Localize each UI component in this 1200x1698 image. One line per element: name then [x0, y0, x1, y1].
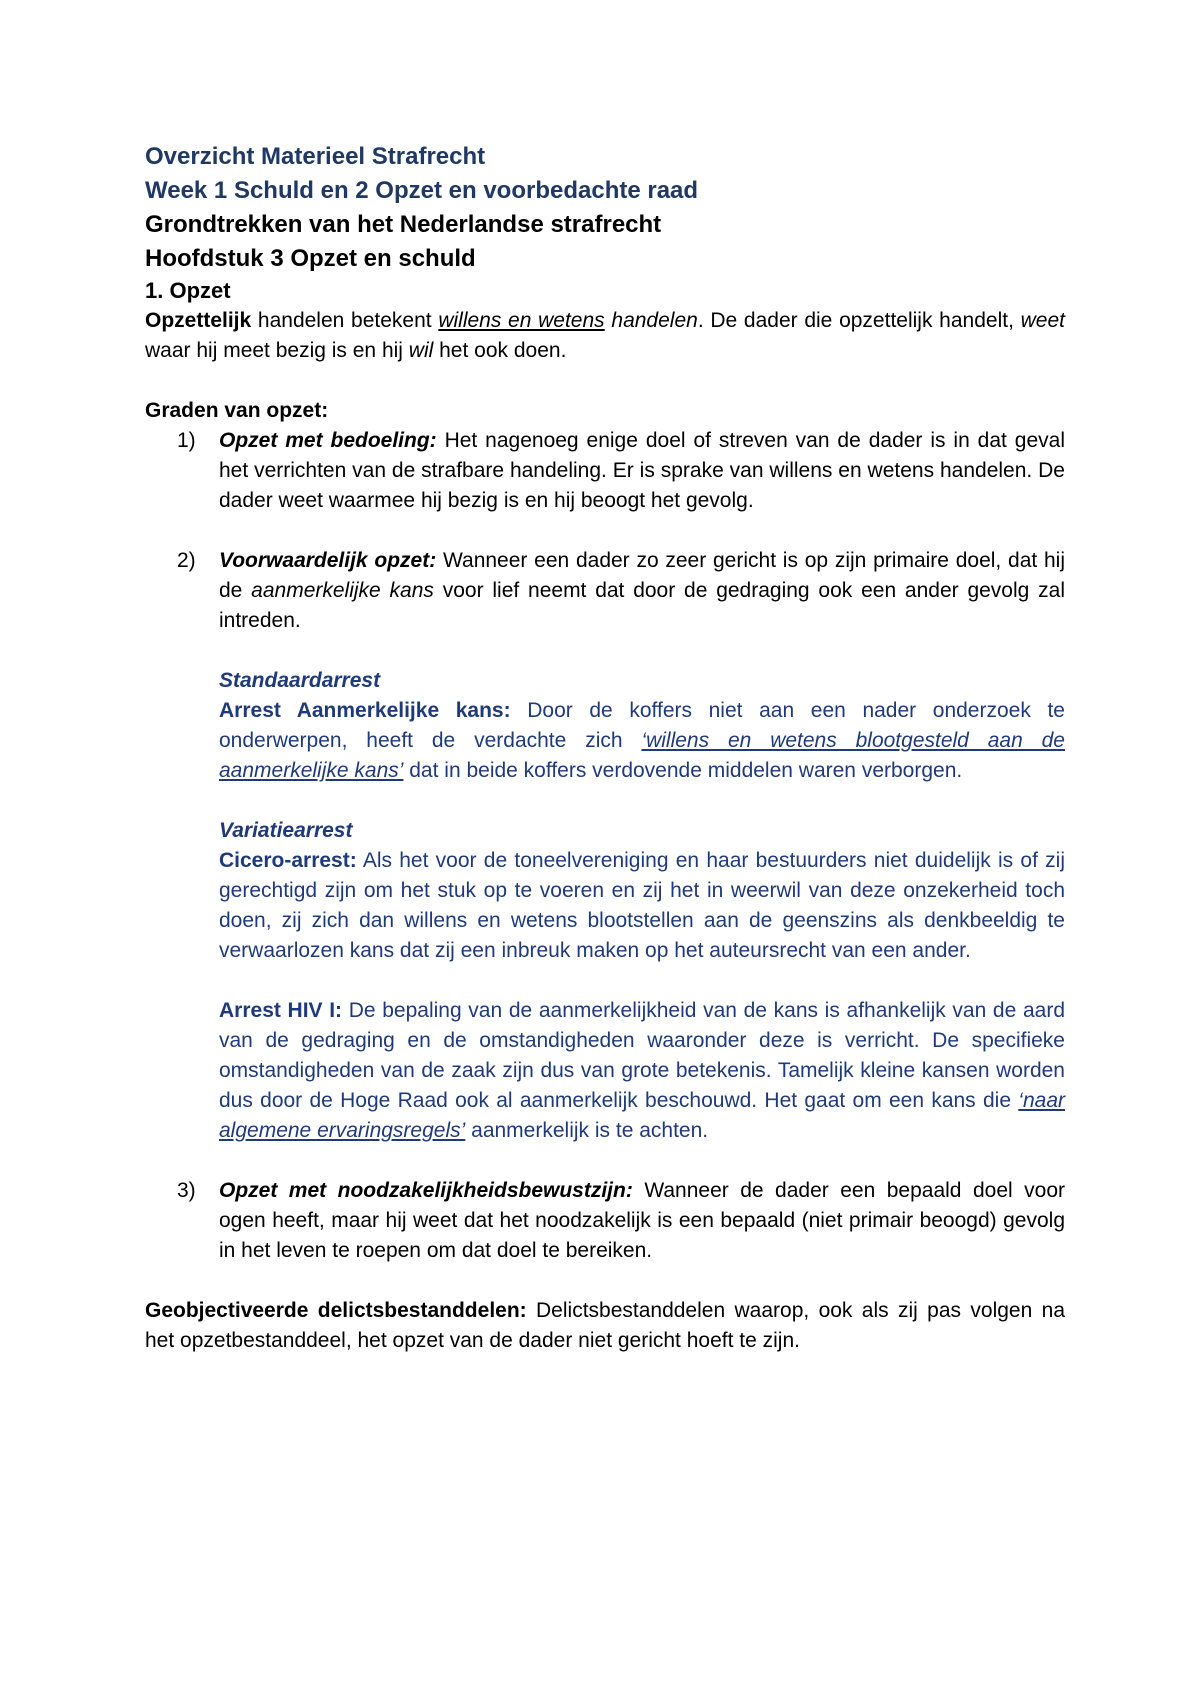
graden-label: Graden van opzet: [145, 399, 329, 422]
case-name: Arrest HIV I: [219, 999, 343, 1022]
section-heading: 1. Opzet [145, 278, 231, 303]
graden-list [145, 426, 1065, 1266]
case-quote: ‘willens en wetens blootgesteld aan de aanmerkelijke kans’ [219, 729, 1065, 782]
list-number: 3) [177, 1179, 196, 1202]
case-category: Standaardarrest [219, 669, 381, 692]
item-title: Voorwaardelijk opzet: [219, 549, 437, 572]
geobj-term: Geobjectiveerde delictsbestanddelen: [145, 1299, 527, 1322]
intro-paragraph: Opzettelijk handelen betekent willens en wetens handelen. De dader die opzettelijk handelt, weet waar hij meet bezig is en hij wil het ook doen. [145, 309, 1065, 362]
hiv-block [219, 996, 1065, 1146]
document-body [145, 140, 1065, 1356]
case-name: Cicero-arrest: [219, 849, 357, 872]
list-number: 2) [177, 549, 196, 572]
list-item: 2) Voorwaardelijk opzet: Wanneer een dader zo zeer gericht is op zijn primaire doel, dat hij de aanmerkelijke kans voor lief neemt dat door de gedraging ook een ander gevolg zal intreden. Standaardarrest Arrest Aanmerkelijke kans: Door de koffers niet aan een nader onderzoek te onderwerpen, heeft de verdachte zich ‘willens en wetens blootgesteld aan de aanmerkelijke kans’ dat in beide koffers verdovende middelen waren verborgen. Variatiearrest Cicero-arrest: Als het voor de toneelvereniging en haar bestuurders niet duidelijk is of zij gerechtigd zijn om het stuk op te voeren en zij het in weerwil van deze onzekerheid toch doen, zij zich dan willens en wetens blootstellen aan de geenszins als denkbeeldig te verwaarlozen kans dat zij een inbreuk maken op het auteursrecht van een ander. Arrest HIV I: De bepaling van de aanmerkelijkheid van de kans is afhankelijk van de aard van de gedraging en de omstandigheden waaronder deze is verricht. De specifieke omstandigheden van de zaak zijn dus van grote betekenis. Tamelijk kleine kansen worden dus door de Hoge Raad ook al aanmerkelijk beschouwd. Het gaat om een kans die ‘naar algemene ervaringsregels’ aanmerkelijk is te achten. [145, 546, 1065, 1146]
document-title: Overzicht Materieel Strafrecht [145, 143, 486, 170]
case-paragraph: Arrest Aanmerkelijke kans: Door de koffers niet aan een nader onderzoek te onderwerpen, heeft de verdachte zich ‘willens en wetens blootgesteld aan de aanmerkelijke kans’ dat in beide koffers verdovende middelen waren verborgen. [219, 699, 1065, 782]
intro-term: Opzettelijk [145, 309, 252, 332]
item-title: Opzet met bedoeling: [219, 429, 437, 452]
case-paragraph: Cicero-arrest: Als het voor de toneelvereniging en haar bestuurders niet duidelijk is of zij gerechtigd zijn om het stuk op te voeren en zij het in weerwil van deze onzekerheid toch doen, zij zich dan willens en wetens blootstellen aan de geenszins als denkbeeldig te verwaarlozen kans dat zij een inbreuk maken op het auteursrecht van een ander. [219, 849, 1065, 962]
list-item: 1) Opzet met bedoeling: Het nagenoeg enige doel of streven van de dader is in dat geval het verrichten van de strafbare handeling. Er is sprake van willens en wetens handelen. De dader weet waarmee hij bezig is en hij beoogt het gevolg. [145, 426, 1065, 516]
list-item: 3) Opzet met noodzakelijkheidsbewustzijn: Wanneer de dader een bepaald doel voor ogen heeft, maar hij weet dat het noodzakelijk is een bepaald (niet primair beoogd) gevolg in het leven te roepen om dat doel te bereiken. [145, 1176, 1065, 1266]
case-name: Arrest Aanmerkelijke kans: [219, 699, 511, 722]
standaardarrest-block [219, 666, 1065, 786]
case-paragraph: Arrest HIV I: De bepaling van de aanmerkelijkheid van de kans is afhankelijk van de aard van de gedraging en de omstandigheden waaronder deze is verricht. De specifieke omstandigheden van de zaak zijn dus van grote betekenis. Tamelijk kleine kansen worden dus door de Hoge Raad ook al aanmerkelijk beschouwd. Het gaat om een kans die ‘naar algemene ervaringsregels’ aanmerkelijk is te achten. [219, 999, 1065, 1142]
case-quote: ‘naar algemene ervaringsregels’ [219, 1089, 1065, 1142]
week-heading: Week 1 Schuld en 2 Opzet en voorbedachte raad [145, 177, 699, 204]
list-number: 1) [177, 429, 196, 452]
item-title: Opzet met noodzakelijkheidsbewustzijn: [219, 1179, 633, 1202]
geobjectiveerde-paragraph: Geobjectiveerde delictsbestanddelen: Delictsbestanddelen waarop, ook als zij pas volgen na het opzetbestanddeel, het opzet van de dader niet gericht hoeft te zijn. [145, 1299, 1065, 1352]
book-heading: Grondtrekken van het Nederlandse strafrecht [145, 211, 662, 238]
chapter-heading: Hoofdstuk 3 Opzet en schuld [145, 245, 476, 272]
variatiearrest-block [219, 816, 1065, 966]
case-category: Variatiearrest [219, 819, 353, 842]
intro-underlined: willens en wetens [438, 309, 605, 332]
